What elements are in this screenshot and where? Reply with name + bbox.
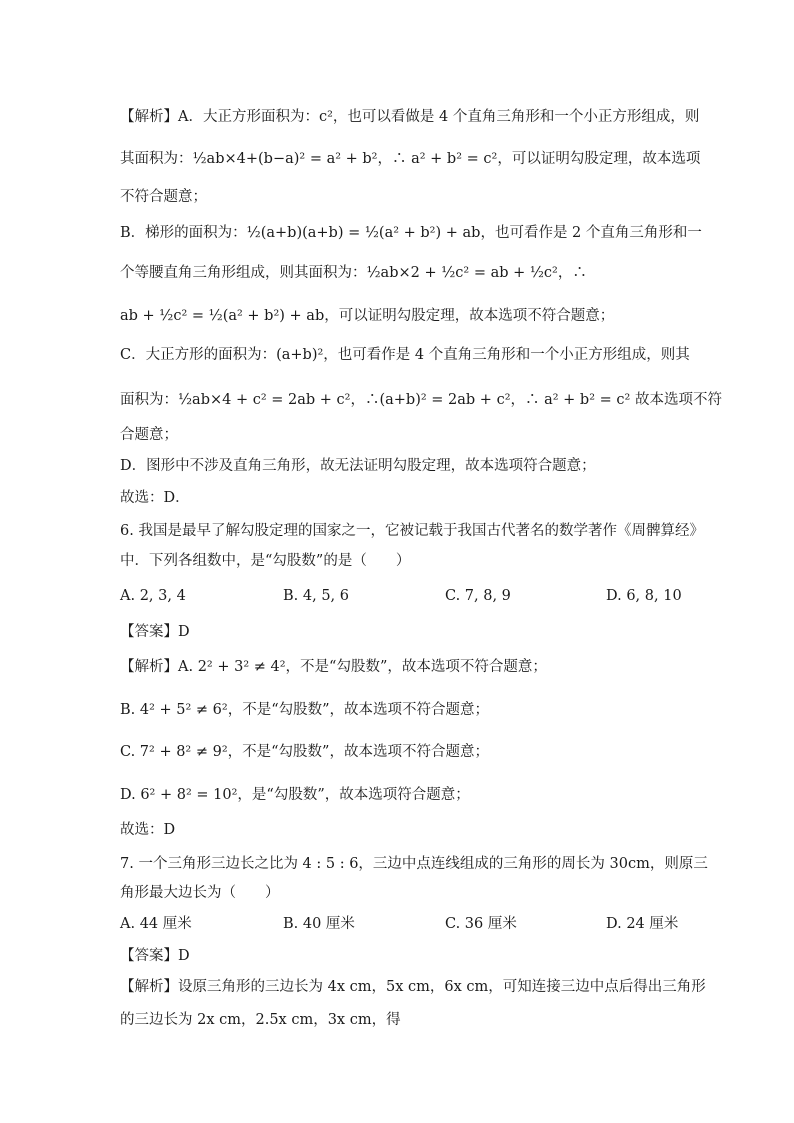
- solution-6-choice: 故选：D: [120, 822, 176, 838]
- q7-option-c: C. 36 厘米: [445, 916, 517, 932]
- solution-7-line-2: 的三边长为 2x cm，2.5x cm，3x cm，得: [120, 1012, 401, 1028]
- solution-5-a-line-2: 其面积为：½ab×4+(b−a)² = a² + b²，∴ a² + b² = c²，可以证明勾股定理，故本选项: [120, 151, 701, 167]
- q6-option-a: A. 2, 3, 4: [120, 588, 186, 604]
- q7-option-d: D. 24 厘米: [606, 916, 679, 932]
- solution-6-d: D. 6² + 8² = 10²，是“勾股数”，故本选项符合题意；: [120, 787, 470, 803]
- q6-option-b: B. 4, 5, 6: [283, 588, 349, 604]
- question-7-line-2: 角形最大边长为（ ）: [120, 885, 280, 901]
- q6-option-c: C. 7, 8, 9: [445, 588, 511, 604]
- solution-7-line-1: 【解析】设原三角形的三边长为 4x cm，5x cm，6x cm，可知连接三边中点后得出三角形: [120, 979, 706, 995]
- solution-6-c: C. 7² + 8² ≠ 9²，不是“勾股数”，故本选项不符合题意；: [120, 744, 489, 760]
- solution-5-b-line-2: 个等腰直角三角形组成，则其面积为：½ab×2 + ½c² = ab + ½c²，∴: [120, 265, 587, 281]
- solution-5-a-line-3: 不符合题意；: [120, 189, 207, 205]
- solution-5-b-line-1: B．梯形的面积为：½(a+b)(a+b) = ½(a² + b²) + ab，也可看作是 2 个直角三角形和一: [120, 225, 702, 241]
- solution-5-c-line-2: 面积为：½ab×4 + c² = 2ab + c²，∴(a+b)² = 2ab + c²，∴ a² + b² = c² 故本选项不符: [120, 392, 722, 408]
- solution-5-b-line-3: ab + ½c² = ½(a² + b²) + ab，可以证明勾股定理，故本选项不符合题意；: [120, 308, 615, 324]
- question-7-line-1: 7. 一个三角形三边长之比为 4 : 5 : 6，三边中点连线组成的三角形的周长为 30cm，则原三: [120, 856, 708, 872]
- answer-7: 【答案】D: [120, 948, 190, 964]
- solution-5-c-line-3: 合题意；: [120, 427, 178, 443]
- solution-6-b: B. 4² + 5² ≠ 6²，不是“勾股数”，故本选项不符合题意；: [120, 702, 490, 718]
- solution-5-c-line-1: C．大正方形的面积为：(a+b)²，也可看作是 4 个直角三角形和一个小正方形组成，则其: [120, 347, 690, 363]
- q7-option-b: B. 40 厘米: [283, 916, 355, 932]
- solution-5-a-line-1: 【解析】A．大正方形面积为：c²，也可以看做是 4 个直角三角形和一个小正方形组成，则: [120, 109, 700, 125]
- solution-5-choice: 故选：D．: [120, 490, 190, 506]
- q7-option-a: A. 44 厘米: [120, 916, 192, 932]
- question-6-line-1: 6. 我国是最早了解勾股定理的国家之一，它被记载于我国古代著名的数学著作《周髀算经》: [120, 523, 704, 539]
- solution-6-a: 【解析】A. 2² + 3² ≠ 4²，不是“勾股数”，故本选项不符合题意；: [120, 659, 547, 675]
- q6-option-d: D. 6, 8, 10: [606, 588, 682, 604]
- answer-6: 【答案】D: [120, 624, 190, 640]
- question-6-line-2: 中．下列各组数中，是“勾股数”的是（ ）: [120, 553, 411, 569]
- solution-5-d-line: D．图形中不涉及直角三角形，故无法证明勾股定理，故本选项符合题意；: [120, 458, 596, 474]
